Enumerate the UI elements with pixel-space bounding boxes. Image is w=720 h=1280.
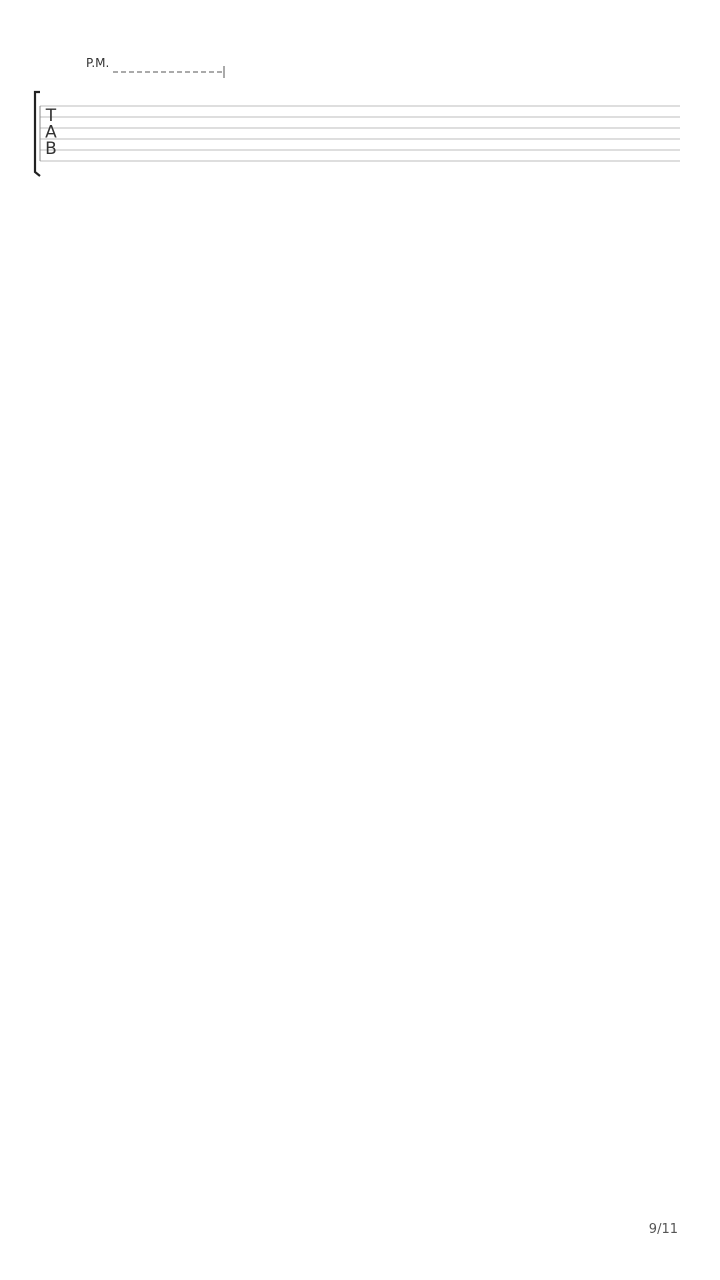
tab-clef-letter: B bbox=[45, 139, 57, 159]
tab-clef-letter: T bbox=[45, 106, 57, 126]
palm-mute-label: P.M. bbox=[86, 56, 110, 70]
system-bracket bbox=[35, 92, 40, 176]
tab-system bbox=[35, 56, 680, 176]
tab-clef-letter: A bbox=[45, 122, 57, 143]
page-number: 9/11 bbox=[648, 1222, 678, 1237]
